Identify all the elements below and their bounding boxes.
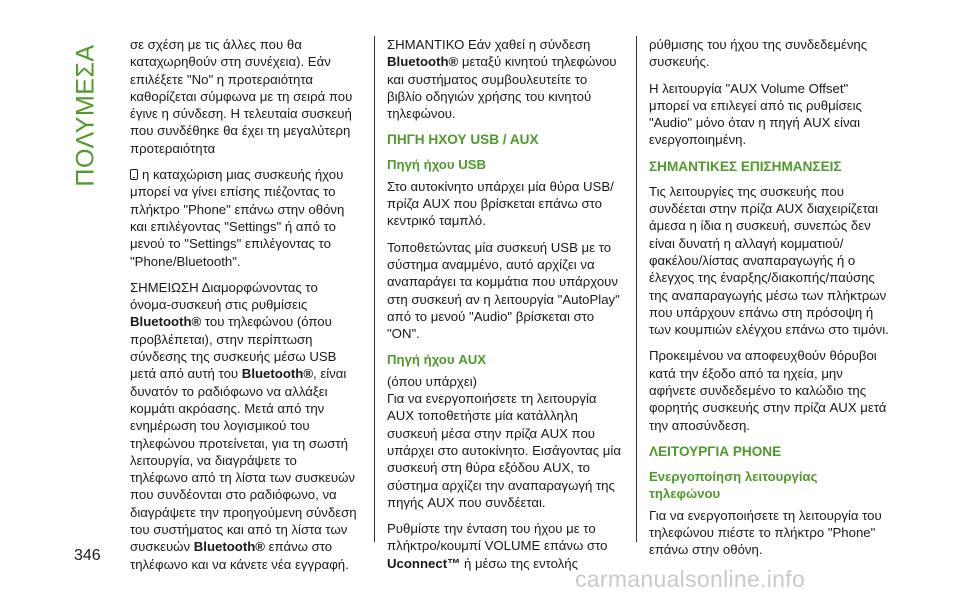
column-divider	[374, 36, 375, 542]
paragraph: Τοποθετώντας μία συσκευή USB με το σύστημα αναμμένο, αυτό αρχίζει να αναπαράγει τα κομμάτια που υπάρχουν στη συσκευή αν η λειτουργία "AutoPlay" από το μενού "Audio" βρίσκεται στο "ON".	[387, 239, 620, 342]
paragraph: σε σχέση με τις άλλες που θα καταχωρηθούν στη συνέχεια). Εάν επιλέξετε "No" η προτεραιότητα καθορίζεται σύμφωνα με τη σειρά που έγινε η σύνδεση. Η τελευταία συσκευή που συνδέθηκε θα έχει τη μεγαλύτερη προτεραιότητα	[130, 37, 353, 156]
paragraph: Στο αυτοκίνητο υπάρχει μία θύρα USB/πρίζα AUX που βρίσκεται επάνω στο κεντρικό ταμπλό.	[387, 178, 614, 229]
watermark: carmanualsonline.info	[575, 566, 806, 592]
note-text: ΣΗΜΕΙΩΣΗ Διαμορφώνοντας το όνομα-συσκευή στις ρυθμίσεις	[130, 279, 318, 313]
heading-notes: ΣΗΜΑΝΤΙΚΕΣ ΕΠΙΣΗΜΑΝΣΕΙΣ	[649, 158, 842, 174]
paragraph: Προκειμένου να αποφευχθούν θόρυβοι κατά την έξοδο από τα ηχεία, μην αφήνετε συνδεδεμένο το καλώδιο της φορητής συσκευής στην πρίζα AUX μετά την αποσύνδεση.	[649, 348, 887, 433]
heading-phone: ΛΕΙΤΟΥΡΓΙΑ PHONE	[649, 443, 782, 459]
section-title-text: ΠΟΛΥΜΕΣΑ	[71, 43, 100, 187]
important-text: μεταξύ κινητού τηλεφώνου και συστήματος συμβουλευτείτε το βιβλίο οδηγιών χρήσης του κινητού τηλεφώνου.	[387, 54, 617, 122]
note-bold: Bluetooth®	[241, 366, 314, 382]
subheading-activate: Ενεργοποίηση λειτουργίας τηλεφώνου	[649, 468, 818, 502]
subheading-usb: Πηγή ήχου USB	[387, 157, 487, 173]
subheading-aux: Πηγή ήχου AUX	[387, 352, 487, 368]
important-paragraph	[387, 36, 625, 122]
page-number: 346	[74, 547, 101, 564]
note-bold: Bluetooth®	[193, 539, 265, 555]
aux-availability: (όπου υπάρχει)	[387, 373, 478, 389]
paragraph	[387, 520, 625, 572]
important-text: ΣΗΜΑΝΤΙΚΟ Εάν χαθεί η σύνδεση	[387, 37, 591, 52]
paragraph-bold: Uconnect™	[387, 555, 461, 571]
note-text: επάνω στο τηλέφωνο και να κάνετε νέα εγγραφή.	[130, 539, 349, 572]
note-paragraph	[130, 279, 358, 573]
paragraph-text: ή μέσω της εντολής	[460, 555, 578, 571]
paragraph-text: η καταχώριση μιας συσκευής ήχου μπορεί να γίνει επίσης πιέζοντας το πλήκτρο "Phone" επάνω στην οθόνη και επιλέγοντας "Settings" ή από το μενού το "Settings" επιλέγοντας το "Phone/Bluetooth".	[130, 167, 345, 269]
paragraph: Η λειτουργία "AUX Volume Offset" μπορεί να επιλεγεί από τις ρυθμίσεις "Audio" μόνο όταν η πηγή AUX είναι ενεργοποιημένη.	[649, 80, 862, 148]
column-2	[387, 36, 625, 581]
section-title	[64, 40, 108, 190]
paragraph: ρύθμισης του ήχου της συνδεδεμένης συσκευής.	[649, 37, 868, 70]
paragraph	[130, 166, 358, 270]
phone-icon	[130, 169, 138, 180]
column-3	[649, 36, 889, 567]
column-divider	[636, 36, 637, 542]
paragraph: Τις λειτουργίες της συσκευής που συνδέεται στην πρίζα AUX διαχειρίζεται άμεσα η ίδια η συσκευή, συνεπώς δεν είναι δυνατή η αλλαγή κομματιού/φακέλου/λίστας αναπαραγωγής ή ο έλεγχος της έναρξης/διακοπής/παύσης της αναπαραγωγής μέσω των πλήκτρων που υπάρχουν επάνω στη πρόσοψη ή των κουμπιών ελέγχου επάνω στο τιμόνι.	[649, 183, 889, 338]
paragraph: Για να ενεργοποιήσετε τη λειτουργία AUX τοποθετήστε μία κατάλληλη συσκευή μέσα στην πρίζα AUX που υπάρχει στο αυτοκίνητο. Εισάγοντας μία συσκευή στη θύρα εξόδου AUX, το σύστημα αρχίζει την αναπαραγωγή της πηγής AUX που συνδέεται.	[387, 391, 621, 510]
important-bold: Bluetooth®	[387, 54, 459, 70]
paragraph-text: Ρυθμίστε την ένταση του ήχου με το πλήκτρο/κουμπί VOLUME επάνω στο	[387, 521, 608, 554]
note-text: , είναι δυνατόν το ραδιόφωνο να αλλάξει κομμάτι ακρόασης. Μετά από την ενημέρωση του λογισμικού του τηλεφώνου προτείνεται, για τη σωστή λειτουργία, να διαγράψετε το τηλέφωνο από τη λίστα των συσκευών που συνδέονται στο ραδιόφωνο, να διαγράψετε την προηγούμενη σύνδεση του συστήματος και από τη λίστα των συσκευών	[130, 366, 357, 555]
note-bold: Bluetooth®	[130, 314, 202, 330]
heading-usb-aux: ΠΗΓΗ ΗΧΟΥ USB / AUX	[387, 132, 539, 148]
column-1	[130, 36, 358, 582]
paragraph: Για να ενεργοποιήσετε τη λειτουργία του τηλεφώνου πιέστε το πλήκτρο "Phone" επάνω στην οθόνη.	[649, 507, 882, 558]
note-text: του τηλεφώνου (όπου προβλέπεται), στην περίπτωση σύνδεσης της συσκευής μέσω USB μετά από αυτή του	[130, 314, 337, 382]
